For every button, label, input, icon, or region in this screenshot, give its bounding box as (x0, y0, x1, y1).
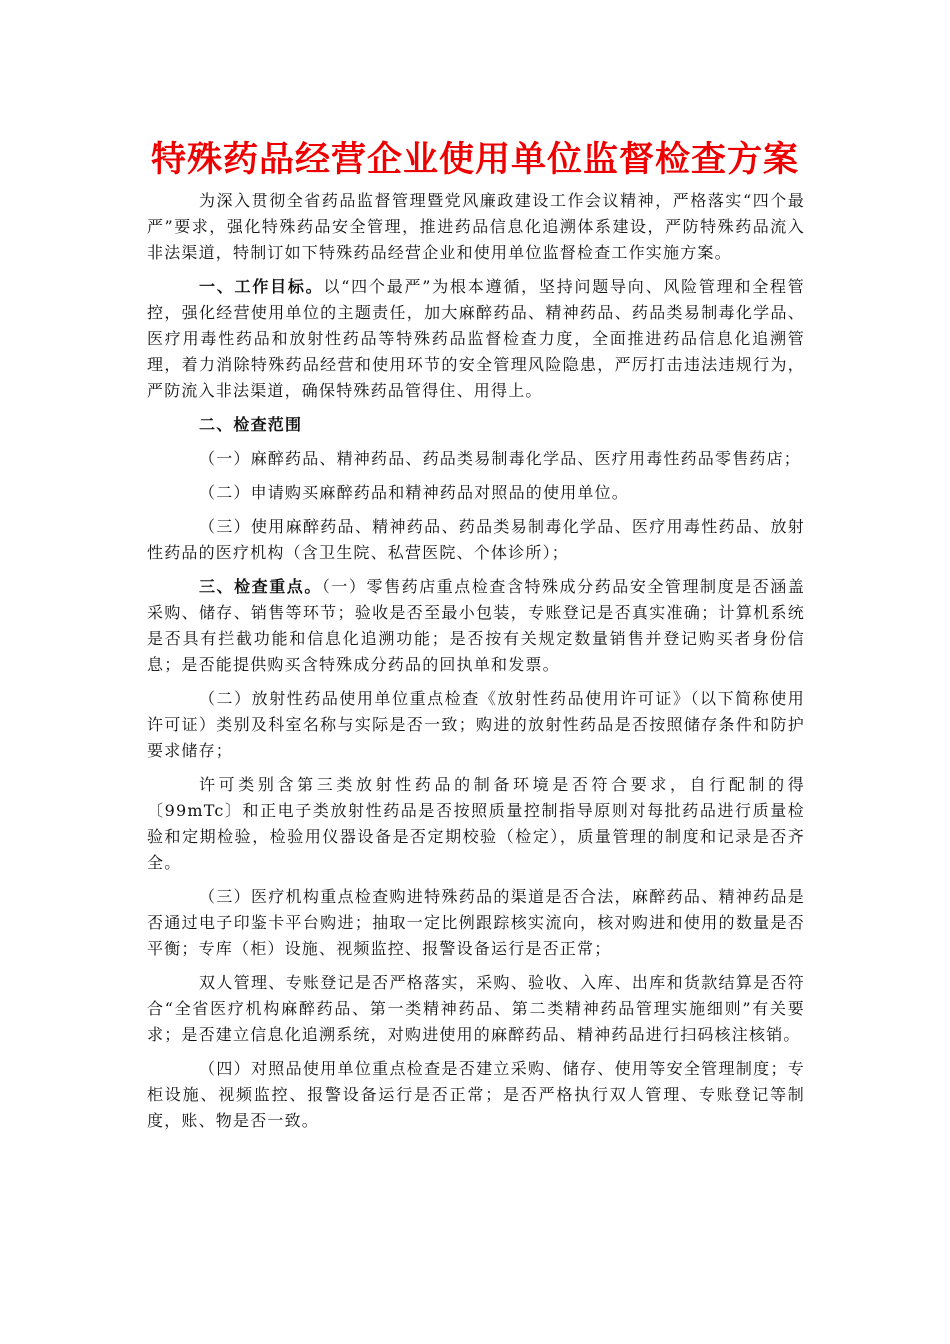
section-heading: 一、工作目标。 (199, 277, 324, 296)
section-inspection-scope (147, 412, 805, 438)
section-text: 以“四个最严”为根本遵循，坚持问题导向、风险管理和全程管控，强化经营使用单位的主题责任，加大麻醉药品、精神药品、药品类易制毒化学品、医疗用毒性药品和放射性药品等特殊药品监督检查力度，全面推进药品信息化追溯管理，着力消除特殊药品经营和使用环节的安全管理风险隐患，严厉打击违法违规行为，严防流入非法渠道，确保特殊药品管得住、用得上。 (147, 277, 805, 400)
focus-item-continued: 许可类别含第三类放射性药品的制备环境是否符合要求，自行配制的得〔99mTc〕和正电子类放射性药品是否按照质量控制指导原则对每批药品进行质量检验和定期检验，检验用仪器设备是否定期校验（检定），质量管理的制度和记录是否齐全。 (147, 775, 805, 872)
document-body (147, 188, 805, 1142)
intro-paragraph: 为深入贯彻全省药品监督管理暨党风廉政建设工作会议精神，严格落实“四个最严”要求，强化特殊药品安全管理，推进药品信息化追溯体系建设，严防特殊药品流入非法渠道，特制订如下特殊药品经营企业和使用单位监督检查工作实施方案。 (147, 191, 805, 262)
document-title: 特殊药品经营企业使用单位监督检查方案 (150, 139, 799, 180)
focus-item-continued: 双人管理、专账登记是否严格落实，采购、验收、入库、出库和货款结算是否符合“全省医疗机构麻醉药品、第一类精神药品、第二类精神药品管理实施细则”有关要求；是否建立信息化追溯系统，对购进使用的麻醉药品、精神药品进行扫码核注核销。 (147, 973, 805, 1044)
section-heading: 二、检查范围 (199, 415, 303, 434)
scope-item: （二）申请购买麻醉药品和精神药品对照品的使用单位。 (199, 483, 630, 502)
focus-item: （二）放射性药品使用单位重点检查《放射性药品使用许可证》（以下简称使用许可证）类别及科室名称与实际是否一致；购进的放射性药品是否按照储存条件和防护要求储存； (147, 689, 805, 760)
section-heading: 三、检查重点。 (199, 577, 322, 596)
section-inspection-focus (147, 574, 805, 678)
scope-item: （三）使用麻醉药品、精神药品、药品类易制毒化学品、医疗用毒性药品、放射性药品的医疗机构（含卫生院、私营医院、个体诊所）； (147, 517, 805, 562)
scope-item: （一）麻醉药品、精神药品、药品类易制毒化学品、医疗用毒性药品零售药店； (199, 449, 802, 468)
focus-item: （四）对照品使用单位重点检查是否建立采购、储存、使用等安全管理制度；专柜设施、视频监控、报警设备运行是否正常；是否严格执行双人管理、专账登记等制度，账、物是否一致。 (147, 1059, 805, 1130)
focus-item: （三）医疗机构重点检查购进特殊药品的渠道是否合法，麻醉药品、精神药品是否通过电子印鉴卡平台购进；抽取一定比例跟踪核实流向，核对购进和使用的数量是否平衡；专库（柜）设施、视频监控、报警设备运行是否正常； (147, 887, 805, 958)
section-work-goals (147, 274, 805, 404)
section-text: （一）零售药店重点检查含特殊成分药品安全管理制度是否涵盖采购、储存、销售等环节；验收是否至最小包装，专账登记是否真实准确；计算机系统是否具有拦截功能和信息化追溯功能；是否按有关规定数量销售并登记购买者身份信息；是否能提供购买含特殊成分药品的回执单和发票。 (147, 577, 805, 674)
